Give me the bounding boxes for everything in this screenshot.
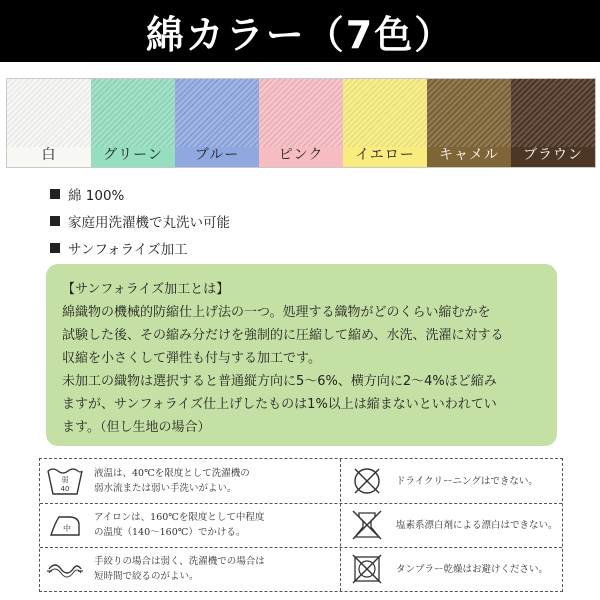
swatch-label: ブルー (194, 147, 240, 163)
divider (40, 503, 562, 504)
iron-medium-icon (44, 506, 86, 544)
care-item (346, 506, 560, 544)
no-dry-clean-icon (346, 462, 388, 500)
swatch-yellow (343, 79, 427, 167)
sanforize-note-box (46, 264, 557, 446)
care-text: ドライクリーニングはできない。 (396, 475, 538, 487)
svg-text:中: 中 (63, 524, 71, 533)
page-title: 綿カラー（7色） (145, 12, 455, 57)
swatch-white (7, 79, 91, 167)
no-bleach-icon (346, 506, 388, 544)
spec-list (50, 180, 450, 261)
care-item (44, 550, 338, 588)
svg-text:40: 40 (60, 485, 70, 493)
note-line: 収縮を小さくして弾性も付与する加工です。 (62, 351, 321, 366)
care-item (346, 462, 560, 500)
square-bullet-icon (50, 189, 60, 199)
care-label-table (39, 458, 563, 592)
color-swatch-row (6, 78, 596, 168)
care-text: アイロンは、160℃を限度として中程度 の温度（140〜160℃）でかける。 (94, 512, 265, 538)
note-line: ます。（但し生地の場合） (62, 420, 211, 435)
square-bullet-icon (50, 243, 60, 253)
svg-text:弱: 弱 (61, 476, 69, 484)
no-tumble-dry-icon (346, 550, 388, 588)
wash-40-gentle-icon (44, 462, 86, 500)
swatch-green (91, 79, 175, 167)
spec-item: サンフォライズ加工 (50, 234, 450, 261)
swatch-label: ブラウン (523, 147, 583, 163)
swatch-blue (175, 79, 259, 167)
swatch-brown (511, 79, 595, 167)
swatch-label: ピンク (278, 147, 324, 163)
note-line: 綿織物の機械的防縮仕上げ法の一つ。処理する織物がどのくらい縮むかを (62, 305, 491, 320)
spec-item: 家庭用洗濯機で丸洗い可能 (50, 207, 450, 234)
divider (340, 459, 341, 591)
swatch-label: イエロー (355, 147, 415, 163)
swatch-camel (427, 79, 511, 167)
care-text: タンブラー乾燥はお避けください。 (396, 563, 549, 575)
spec-item: 綿 100% (50, 180, 450, 207)
care-item (44, 506, 338, 544)
swatch-pink (259, 79, 343, 167)
page-title-bar (0, 0, 600, 62)
swatch-label: キャメル (439, 147, 499, 163)
care-text: 塩素系漂白剤による漂白はできない。 (396, 519, 558, 531)
care-item (346, 550, 560, 588)
note-title: 【サンフォライズ加工とは】 (62, 282, 230, 297)
care-item (44, 462, 338, 500)
care-text: 手絞りの場合は弱く、洗濯機での場合は 短時間で絞るのがよい。 (94, 556, 265, 582)
note-line: ますが、サンフォライズ仕上げしたものは1%以上は縮まないといわれてい (62, 397, 497, 412)
swatch-label: 白 (41, 147, 57, 163)
note-line: 試験した後、その縮み分だけを強制的に圧縮して縮め、水洗、洗濯に対する (62, 328, 504, 343)
care-text: 液温は、40℃を限度として洗濯機の 弱水流または弱い手洗いがよい。 (94, 468, 250, 494)
swatch-label: グリーン (103, 147, 163, 163)
divider (40, 547, 562, 548)
note-line: 未加工の織物は選択すると普通縦方向に5〜6%、横方向に2〜4%ほど縮み (62, 374, 497, 389)
wring-gently-icon (44, 550, 86, 588)
square-bullet-icon (50, 216, 60, 226)
